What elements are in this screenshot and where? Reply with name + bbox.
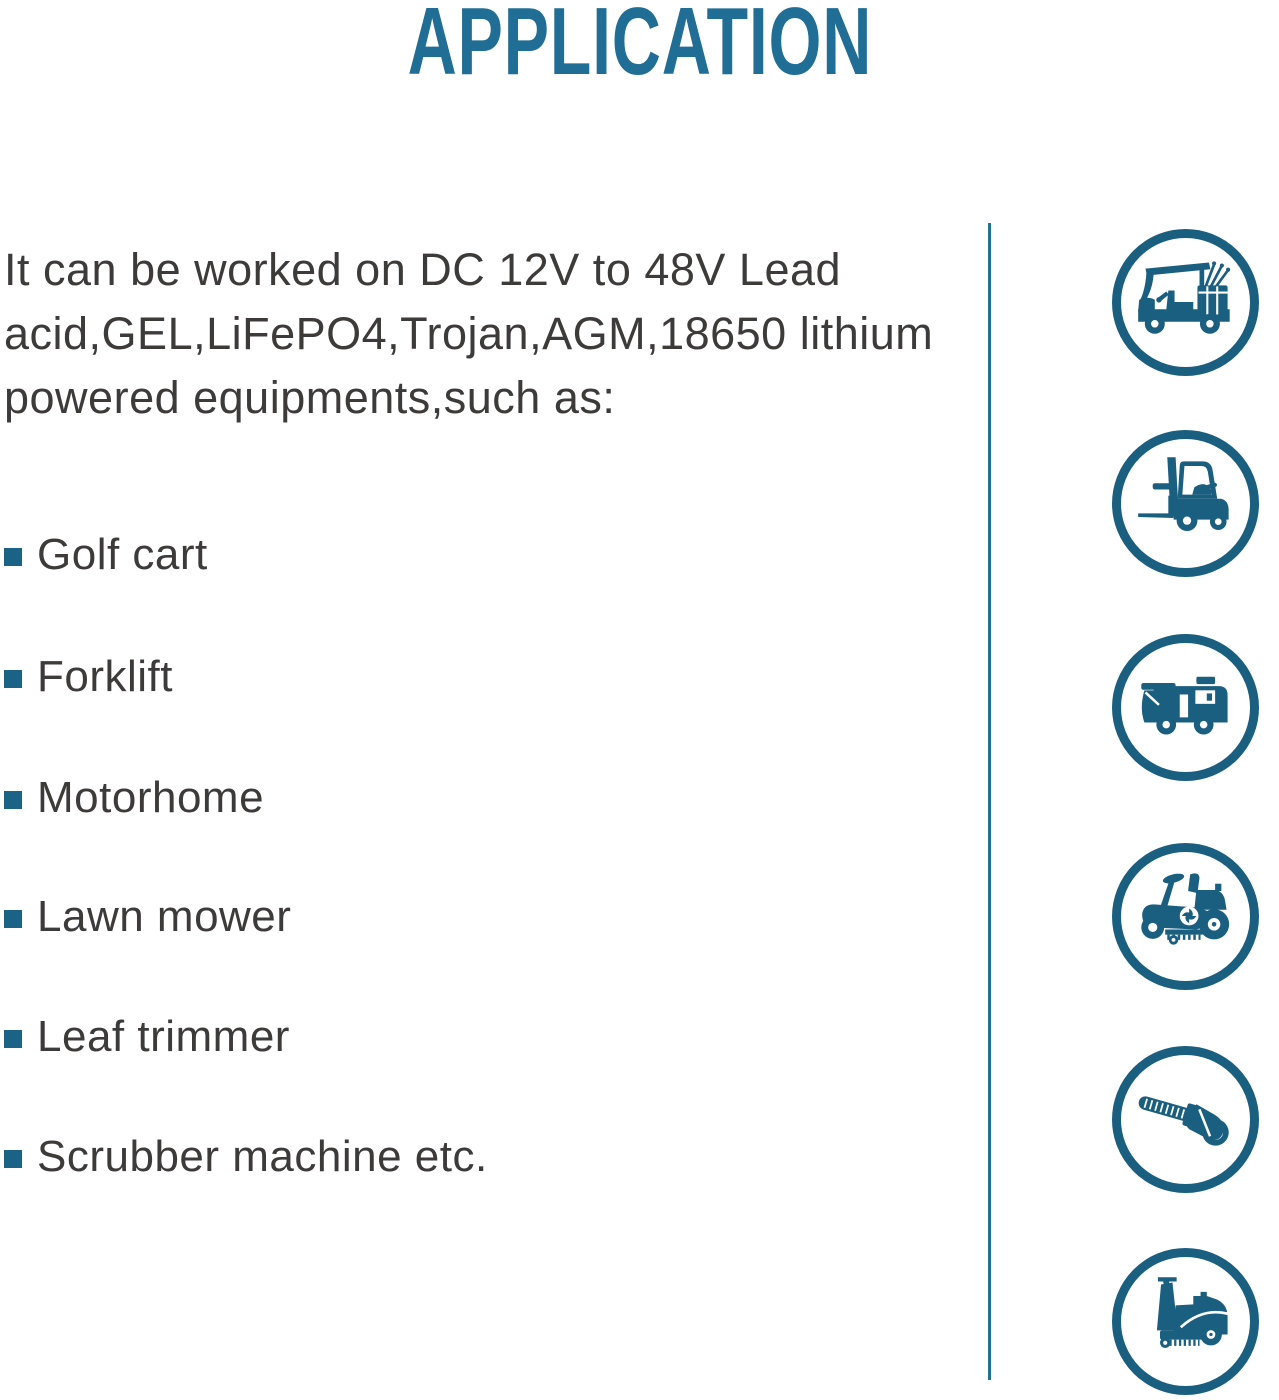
list-item-lawn-mower xyxy=(4,893,291,941)
list-item-golf-cart xyxy=(4,531,208,579)
square-bullet-icon xyxy=(4,1030,22,1048)
icon-circle-golf-cart xyxy=(1112,229,1259,376)
intro-paragraph xyxy=(4,238,964,430)
square-bullet-icon xyxy=(4,670,22,688)
page-header xyxy=(0,0,1279,96)
list-item-motorhome xyxy=(4,774,264,822)
intro-line: acid,GEL,LiFePO4,Trojan,AGM,18650 lithium xyxy=(4,308,934,359)
intro-line: It can be worked on DC 12V to 48V Lead xyxy=(4,244,842,295)
square-bullet-icon xyxy=(4,910,22,928)
list-item-label: Forklift xyxy=(37,652,173,701)
icon-circle-forklift xyxy=(1112,430,1259,577)
list-item-label: Leaf trimmer xyxy=(37,1012,290,1061)
square-bullet-icon xyxy=(4,548,22,566)
square-bullet-icon xyxy=(4,1150,22,1168)
golf-cart-icon xyxy=(1134,251,1238,355)
motorhome-icon xyxy=(1134,656,1238,760)
list-item-label: Lawn mower xyxy=(37,892,292,941)
square-bullet-icon xyxy=(4,791,22,809)
icon-circle-lawn-mower xyxy=(1112,843,1259,990)
icon-circle-motorhome xyxy=(1112,634,1259,781)
list-item-label: Motorhome xyxy=(37,773,265,822)
list-item-label: Scrubber machine etc. xyxy=(37,1132,488,1181)
list-item-forklift xyxy=(4,653,173,701)
vertical-divider xyxy=(988,223,991,1380)
forklift-icon xyxy=(1134,452,1238,556)
page-title: APPLICATION xyxy=(407,0,872,96)
list-item-label: Golf cart xyxy=(37,530,208,579)
list-item-scrubber-machine xyxy=(4,1133,488,1181)
list-item-leaf-trimmer xyxy=(4,1013,290,1061)
scrubber-machine-icon xyxy=(1134,1270,1238,1374)
intro-line: powered equipments,such as: xyxy=(4,372,616,423)
icon-circle-leaf-trimmer xyxy=(1112,1046,1259,1193)
chainsaw-icon xyxy=(1134,1068,1238,1172)
lawn-mower-icon xyxy=(1134,865,1238,969)
icon-circle-scrubber-machine xyxy=(1112,1248,1259,1395)
